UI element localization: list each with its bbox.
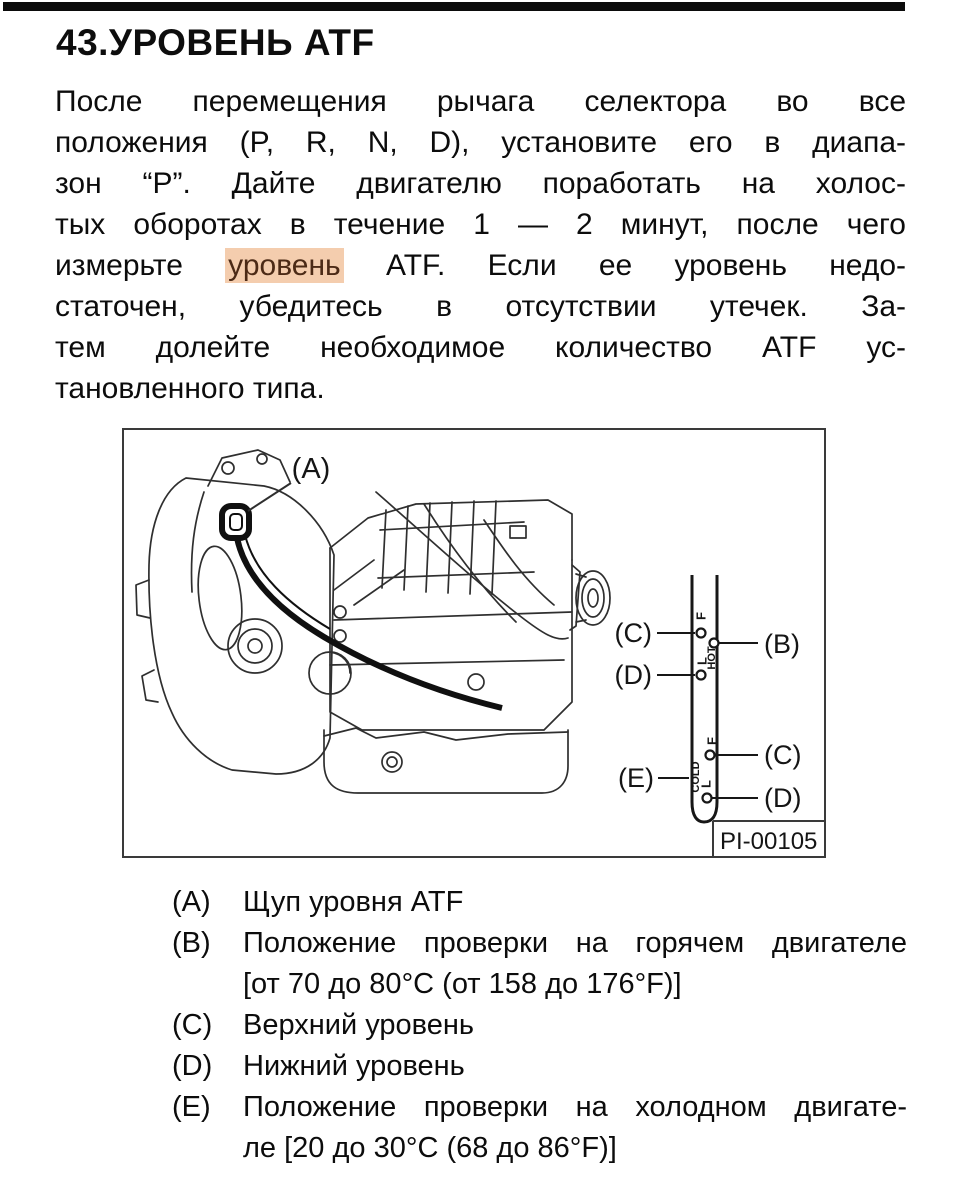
body-text: измерьте <box>55 249 183 282</box>
search-highlight: уровень <box>225 248 344 283</box>
legend-item-a <box>172 882 908 923</box>
body-line: После перемещения рычага селектора во все <box>55 85 906 118</box>
body-line: статочен, убедитесь в отсутствии утечек. За- <box>55 290 906 323</box>
legend-item-b <box>172 923 908 1005</box>
hot-check-hole <box>710 639 719 648</box>
figure-id: PI-00105 <box>720 828 818 855</box>
body-line: положения (P, R, N, D), установите его в диапа- <box>55 126 906 159</box>
legend-key: (A) <box>172 886 211 918</box>
atf-dipstick-tube <box>222 506 502 708</box>
legend-text: Верхний уровень <box>243 1009 475 1041</box>
legend-item-c <box>172 1005 908 1046</box>
legend-key: (D) <box>172 1050 213 1082</box>
body-line: тановленного типа. <box>55 372 325 405</box>
figure-illustration <box>124 430 824 856</box>
legend-text: ле [20 до 30°C (68 до 86°F)] <box>243 1132 617 1164</box>
dipstick-detail <box>615 575 802 822</box>
body-line: зон “P”. Дайте двигателю поработать на холос- <box>55 167 906 200</box>
body-line: тем долейте необходимое количество ATF ус- <box>55 331 906 364</box>
hot-low-mark: L <box>694 657 710 665</box>
label-c-cold: (C) <box>764 740 802 770</box>
legend-text: Положение проверки на холодном двигате- <box>243 1091 907 1123</box>
body-text: ATF. Если ее уровень недо- <box>385 249 906 282</box>
hot-full-hole <box>697 629 706 638</box>
cold-full-hole <box>706 751 715 760</box>
cold-low-mark: L <box>698 780 714 788</box>
legend-key: (B) <box>172 927 211 959</box>
label-d-hot: (D) <box>614 660 652 690</box>
page-top-rule <box>3 2 905 11</box>
label-e: (E) <box>618 763 654 793</box>
label-c-hot: (C) <box>614 618 652 648</box>
cold-low-hole <box>703 794 712 803</box>
cold-full-mark: F <box>704 737 720 745</box>
label-a: (A) <box>291 453 331 485</box>
legend-key: (C) <box>172 1009 213 1041</box>
section-title: 43.УРОВЕНЬ ATF <box>56 22 375 63</box>
figure-frame <box>122 428 826 858</box>
legend-key: (E) <box>172 1091 211 1123</box>
legend-item-d <box>172 1046 908 1087</box>
figure-id-box <box>713 821 824 856</box>
figure-legend <box>172 882 908 1169</box>
legend-item-e <box>172 1087 908 1169</box>
cold-range-label: COLD <box>690 761 702 793</box>
body-line-with-highlight <box>55 245 906 286</box>
hot-low-hole <box>697 671 706 680</box>
legend-text: Положение проверки на горячем двигателе <box>243 927 907 959</box>
legend-text: Нижний уровень <box>243 1050 465 1082</box>
legend-text: Щуп уровня ATF <box>243 886 464 918</box>
hot-full-mark: F <box>693 612 709 620</box>
legend-text: [от 70 до 80°C (от 158 до 176°F)] <box>243 968 682 1000</box>
label-b: (B) <box>764 629 800 659</box>
label-d-cold: (D) <box>764 783 802 813</box>
transmission-drawing <box>136 450 610 793</box>
body-paragraph <box>55 81 906 409</box>
body-line: тых оборотах в течение 1 — 2 минут, после чего <box>55 208 906 241</box>
hot-range-label: HOT <box>706 646 718 670</box>
